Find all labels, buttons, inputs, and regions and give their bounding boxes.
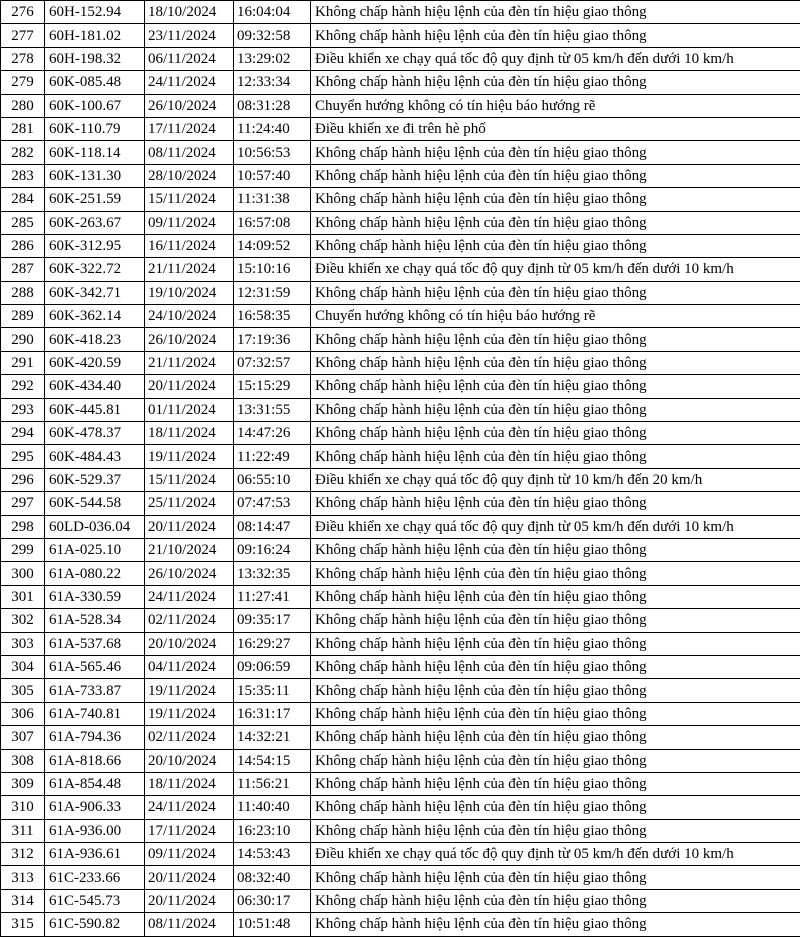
violation-time-cell: 12:33:34 [234,71,311,94]
license-plate-cell: 60K-445.81 [45,398,145,421]
violation-time-cell: 12:31:59 [234,281,311,304]
violation-description-cell: Không chấp hành hiệu lệnh của đèn tín hiệu giao thông [311,351,800,374]
table-row [1,796,800,819]
license-plate-cell: 60LD-036.04 [45,515,145,538]
row-number-cell: 294 [1,422,45,445]
row-number-cell: 313 [1,866,45,889]
table-row [1,655,800,678]
violation-time-cell: 09:35:17 [234,609,311,632]
violation-time-cell: 16:04:04 [234,1,311,24]
violation-time-cell: 06:55:10 [234,468,311,491]
violation-time-cell: 08:32:40 [234,866,311,889]
violation-date-cell: 02/11/2024 [145,609,234,632]
table-row [1,492,800,515]
violation-time-cell: 16:29:27 [234,632,311,655]
license-plate-cell: 60H-152.94 [45,1,145,24]
row-number-cell: 308 [1,749,45,772]
row-number-cell: 301 [1,585,45,608]
violation-description-cell: Không chấp hành hiệu lệnh của đèn tín hiệu giao thông [311,328,800,351]
table-row [1,468,800,491]
license-plate-cell: 61A-733.87 [45,679,145,702]
license-plate-cell: 60K-251.59 [45,188,145,211]
license-plate-cell: 61C-233.66 [45,866,145,889]
violation-date-cell: 15/11/2024 [145,468,234,491]
violation-description-cell: Điều khiển xe chạy quá tốc độ quy định từ 05 km/h đến dưới 10 km/h [311,515,800,538]
violation-time-cell: 14:09:52 [234,234,311,257]
violation-date-cell: 15/11/2024 [145,188,234,211]
license-plate-cell: 60K-484.43 [45,445,145,468]
violation-date-cell: 24/11/2024 [145,71,234,94]
table-row [1,819,800,842]
row-number-cell: 314 [1,889,45,912]
row-number-cell: 279 [1,71,45,94]
table-row [1,538,800,561]
table-row [1,749,800,772]
violation-description-cell: Không chấp hành hiệu lệnh của đèn tín hiệu giao thông [311,609,800,632]
violation-date-cell: 20/11/2024 [145,515,234,538]
violation-time-cell: 06:30:17 [234,889,311,912]
row-number-cell: 277 [1,24,45,47]
violation-time-cell: 16:58:35 [234,305,311,328]
table-row [1,47,800,70]
violation-date-cell: 18/11/2024 [145,772,234,795]
violation-time-cell: 15:15:29 [234,375,311,398]
table-row [1,234,800,257]
row-number-cell: 311 [1,819,45,842]
violation-time-cell: 11:27:41 [234,585,311,608]
violation-description-cell: Chuyển hướng không có tín hiệu báo hướng rẽ [311,94,800,117]
row-number-cell: 286 [1,234,45,257]
license-plate-cell: 61A-565.46 [45,655,145,678]
violation-date-cell: 23/11/2024 [145,24,234,47]
violation-date-cell: 19/11/2024 [145,702,234,725]
table-row [1,515,800,538]
table-row [1,24,800,47]
license-plate-cell: 60K-418.23 [45,328,145,351]
license-plate-cell: 60K-100.67 [45,94,145,117]
row-number-cell: 296 [1,468,45,491]
violation-date-cell: 21/11/2024 [145,258,234,281]
violation-date-cell: 24/11/2024 [145,796,234,819]
violation-description-cell: Không chấp hành hiệu lệnh của đèn tín hiệu giao thông [311,538,800,561]
license-plate-cell: 61A-528.34 [45,609,145,632]
violation-date-cell: 20/10/2024 [145,749,234,772]
license-plate-cell: 60K-312.95 [45,234,145,257]
table-row [1,632,800,655]
violation-description-cell: Không chấp hành hiệu lệnh của đèn tín hiệu giao thông [311,422,800,445]
license-plate-cell: 61A-854.48 [45,772,145,795]
violation-description-cell: Không chấp hành hiệu lệnh của đèn tín hiệu giao thông [311,164,800,187]
license-plate-cell: 60H-181.02 [45,24,145,47]
violation-date-cell: 26/10/2024 [145,562,234,585]
violation-time-cell: 16:23:10 [234,819,311,842]
violation-time-cell: 13:29:02 [234,47,311,70]
row-number-cell: 302 [1,609,45,632]
row-number-cell: 289 [1,305,45,328]
table-row [1,375,800,398]
table-row [1,422,800,445]
violation-description-cell: Không chấp hành hiệu lệnh của đèn tín hiệu giao thông [311,398,800,421]
violation-date-cell: 21/11/2024 [145,351,234,374]
violation-date-cell: 02/11/2024 [145,726,234,749]
violation-time-cell: 08:31:28 [234,94,311,117]
violation-date-cell: 18/10/2024 [145,1,234,24]
table-row [1,211,800,234]
table-row [1,305,800,328]
violation-description-cell: Không chấp hành hiệu lệnh của đèn tín hiệu giao thông [311,772,800,795]
violation-date-cell: 20/11/2024 [145,866,234,889]
table-row [1,702,800,725]
violation-time-cell: 13:32:35 [234,562,311,585]
violation-time-cell: 07:47:53 [234,492,311,515]
license-plate-cell: 60K-434.40 [45,375,145,398]
row-number-cell: 288 [1,281,45,304]
row-number-cell: 299 [1,538,45,561]
row-number-cell: 303 [1,632,45,655]
violations-table-body [1,1,800,937]
violation-date-cell: 18/11/2024 [145,422,234,445]
violation-time-cell: 11:40:40 [234,796,311,819]
violation-time-cell: 11:31:38 [234,188,311,211]
row-number-cell: 304 [1,655,45,678]
violation-time-cell: 17:19:36 [234,328,311,351]
violation-date-cell: 20/10/2024 [145,632,234,655]
license-plate-cell: 60H-198.32 [45,47,145,70]
violation-date-cell: 06/11/2024 [145,47,234,70]
table-row [1,1,800,24]
license-plate-cell: 60K-085.48 [45,71,145,94]
violation-date-cell: 28/10/2024 [145,164,234,187]
license-plate-cell: 61C-545.73 [45,889,145,912]
row-number-cell: 292 [1,375,45,398]
violation-date-cell: 08/11/2024 [145,141,234,164]
violation-description-cell: Không chấp hành hiệu lệnh của đèn tín hiệu giao thông [311,1,800,24]
violation-date-cell: 20/11/2024 [145,889,234,912]
license-plate-cell: 60K-131.30 [45,164,145,187]
violation-description-cell: Không chấp hành hiệu lệnh của đèn tín hiệu giao thông [311,749,800,772]
row-number-cell: 285 [1,211,45,234]
violation-time-cell: 09:16:24 [234,538,311,561]
row-number-cell: 290 [1,328,45,351]
license-plate-cell: 61A-906.33 [45,796,145,819]
license-plate-cell: 61A-080.22 [45,562,145,585]
license-plate-cell: 60K-263.67 [45,211,145,234]
table-row [1,141,800,164]
table-row [1,772,800,795]
violation-description-cell: Không chấp hành hiệu lệnh của đèn tín hiệu giao thông [311,24,800,47]
table-row [1,679,800,702]
violation-date-cell: 19/11/2024 [145,679,234,702]
violation-description-cell: Không chấp hành hiệu lệnh của đèn tín hiệu giao thông [311,726,800,749]
table-row [1,188,800,211]
violation-description-cell: Không chấp hành hiệu lệnh của đèn tín hiệu giao thông [311,445,800,468]
violation-description-cell: Không chấp hành hiệu lệnh của đèn tín hiệu giao thông [311,796,800,819]
violation-time-cell: 08:14:47 [234,515,311,538]
violation-description-cell: Không chấp hành hiệu lệnh của đèn tín hiệu giao thông [311,889,800,912]
violation-description-cell: Không chấp hành hiệu lệnh của đèn tín hiệu giao thông [311,632,800,655]
violation-time-cell: 16:57:08 [234,211,311,234]
violation-date-cell: 09/11/2024 [145,843,234,866]
violation-description-cell: Không chấp hành hiệu lệnh của đèn tín hiệu giao thông [311,281,800,304]
row-number-cell: 297 [1,492,45,515]
license-plate-cell: 61A-818.66 [45,749,145,772]
row-number-cell: 295 [1,445,45,468]
row-number-cell: 293 [1,398,45,421]
violation-date-cell: 08/11/2024 [145,913,234,936]
row-number-cell: 291 [1,351,45,374]
violation-description-cell: Không chấp hành hiệu lệnh của đèn tín hiệu giao thông [311,679,800,702]
row-number-cell: 309 [1,772,45,795]
violation-date-cell: 04/11/2024 [145,655,234,678]
violation-description-cell: Điều khiển xe chạy quá tốc độ quy định từ 05 km/h đến dưới 10 km/h [311,258,800,281]
table-row [1,328,800,351]
row-number-cell: 306 [1,702,45,725]
violation-time-cell: 10:57:40 [234,164,311,187]
violation-date-cell: 20/11/2024 [145,375,234,398]
table-row [1,609,800,632]
violation-date-cell: 21/10/2024 [145,538,234,561]
violation-time-cell: 15:10:16 [234,258,311,281]
license-plate-cell: 61A-025.10 [45,538,145,561]
table-row [1,71,800,94]
violation-time-cell: 16:31:17 [234,702,311,725]
license-plate-cell: 60K-342.71 [45,281,145,304]
violation-date-cell: 17/11/2024 [145,117,234,140]
violation-description-cell: Không chấp hành hiệu lệnh của đèn tín hiệu giao thông [311,585,800,608]
row-number-cell: 298 [1,515,45,538]
violation-date-cell: 01/11/2024 [145,398,234,421]
license-plate-cell: 61A-740.81 [45,702,145,725]
license-plate-cell: 60K-362.14 [45,305,145,328]
table-row [1,398,800,421]
violation-time-cell: 11:56:21 [234,772,311,795]
violation-description-cell: Không chấp hành hiệu lệnh của đèn tín hiệu giao thông [311,234,800,257]
violation-description-cell: Không chấp hành hiệu lệnh của đèn tín hiệu giao thông [311,819,800,842]
row-number-cell: 282 [1,141,45,164]
violation-date-cell: 24/11/2024 [145,585,234,608]
row-number-cell: 310 [1,796,45,819]
license-plate-cell: 61A-936.00 [45,819,145,842]
violation-time-cell: 13:31:55 [234,398,311,421]
violation-description-cell: Điều khiển xe chạy quá tốc độ quy định từ 05 km/h đến dưới 10 km/h [311,47,800,70]
row-number-cell: 307 [1,726,45,749]
violation-description-cell: Không chấp hành hiệu lệnh của đèn tín hiệu giao thông [311,71,800,94]
table-row [1,913,800,936]
table-row [1,562,800,585]
table-row [1,94,800,117]
violation-description-cell: Không chấp hành hiệu lệnh của đèn tín hiệu giao thông [311,211,800,234]
violation-date-cell: 24/10/2024 [145,305,234,328]
violation-description-cell: Không chấp hành hiệu lệnh của đèn tín hiệu giao thông [311,655,800,678]
violation-description-cell: Điều khiển xe chạy quá tốc độ quy định từ 10 km/h đến 20 km/h [311,468,800,491]
row-number-cell: 276 [1,1,45,24]
violation-time-cell: 14:53:43 [234,843,311,866]
violation-time-cell: 14:47:26 [234,422,311,445]
violation-time-cell: 15:35:11 [234,679,311,702]
violation-description-cell: Điều khiển xe chạy quá tốc độ quy định từ 05 km/h đến dưới 10 km/h [311,843,800,866]
license-plate-cell: 61A-537.68 [45,632,145,655]
violation-description-cell: Không chấp hành hiệu lệnh của đèn tín hiệu giao thông [311,562,800,585]
violation-date-cell: 17/11/2024 [145,819,234,842]
violation-time-cell: 11:22:49 [234,445,311,468]
license-plate-cell: 60K-544.58 [45,492,145,515]
license-plate-cell: 60K-529.37 [45,468,145,491]
license-plate-cell: 60K-110.79 [45,117,145,140]
table-row [1,889,800,912]
violation-description-cell: Chuyển hướng không có tín hiệu báo hướng rẽ [311,305,800,328]
violation-description-cell: Không chấp hành hiệu lệnh của đèn tín hiệu giao thông [311,492,800,515]
row-number-cell: 315 [1,913,45,936]
violation-time-cell: 09:06:59 [234,655,311,678]
row-number-cell: 278 [1,47,45,70]
violation-description-cell: Không chấp hành hiệu lệnh của đèn tín hiệu giao thông [311,866,800,889]
violation-time-cell: 11:24:40 [234,117,311,140]
license-plate-cell: 61A-330.59 [45,585,145,608]
table-row [1,843,800,866]
table-row [1,445,800,468]
table-row [1,866,800,889]
license-plate-cell: 61A-936.61 [45,843,145,866]
violation-description-cell: Không chấp hành hiệu lệnh của đèn tín hiệu giao thông [311,702,800,725]
table-row [1,164,800,187]
violation-date-cell: 19/11/2024 [145,445,234,468]
table-row [1,585,800,608]
table-row [1,726,800,749]
table-row [1,281,800,304]
violation-date-cell: 26/10/2024 [145,328,234,351]
violation-description-cell: Không chấp hành hiệu lệnh của đèn tín hiệu giao thông [311,375,800,398]
row-number-cell: 305 [1,679,45,702]
license-plate-cell: 60K-420.59 [45,351,145,374]
violation-time-cell: 14:32:21 [234,726,311,749]
table-row [1,117,800,140]
license-plate-cell: 60K-478.37 [45,422,145,445]
violation-description-cell: Không chấp hành hiệu lệnh của đèn tín hiệu giao thông [311,188,800,211]
violation-time-cell: 10:51:48 [234,913,311,936]
license-plate-cell: 60K-322.72 [45,258,145,281]
license-plate-cell: 60K-118.14 [45,141,145,164]
row-number-cell: 312 [1,843,45,866]
row-number-cell: 284 [1,188,45,211]
violation-time-cell: 14:54:15 [234,749,311,772]
row-number-cell: 280 [1,94,45,117]
table-row [1,258,800,281]
violation-date-cell: 26/10/2024 [145,94,234,117]
license-plate-cell: 61A-794.36 [45,726,145,749]
row-number-cell: 281 [1,117,45,140]
license-plate-cell: 61C-590.82 [45,913,145,936]
row-number-cell: 287 [1,258,45,281]
violation-date-cell: 09/11/2024 [145,211,234,234]
violation-date-cell: 25/11/2024 [145,492,234,515]
row-number-cell: 300 [1,562,45,585]
violation-date-cell: 16/11/2024 [145,234,234,257]
table-row [1,351,800,374]
violation-description-cell: Không chấp hành hiệu lệnh của đèn tín hiệu giao thông [311,913,800,936]
violation-time-cell: 10:56:53 [234,141,311,164]
violation-time-cell: 09:32:58 [234,24,311,47]
row-number-cell: 283 [1,164,45,187]
violation-description-cell: Điều khiển xe đi trên hè phố [311,117,800,140]
violation-description-cell: Không chấp hành hiệu lệnh của đèn tín hiệu giao thông [311,141,800,164]
violation-time-cell: 07:32:57 [234,351,311,374]
violation-date-cell: 19/10/2024 [145,281,234,304]
